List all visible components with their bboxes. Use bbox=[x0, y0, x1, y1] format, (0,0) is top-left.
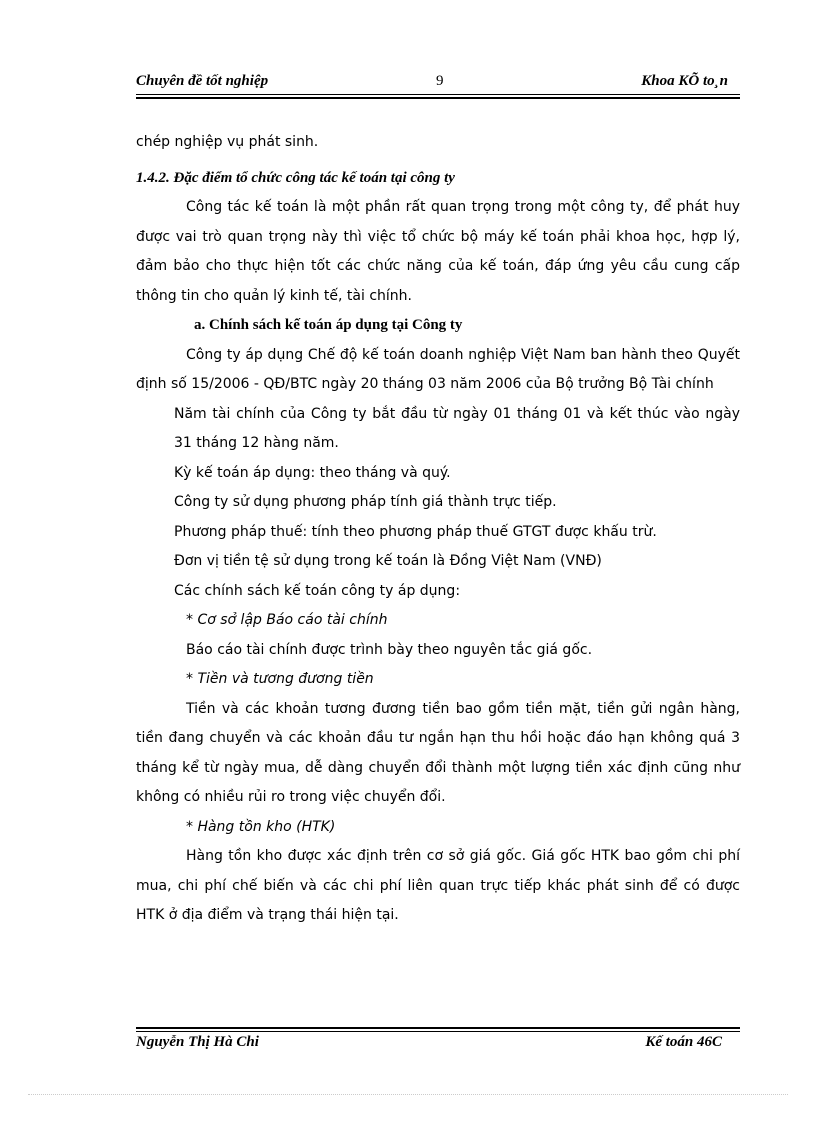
paragraph: Hàng tồn kho được xác định trên cơ sở giá gốc. Giá gốc HTK bao gồm chi phí mua, chi phí chế biến và các chi phí liên quan trực tiếp khác phát sinh để có được HTK ở địa điểm và trạng thái hiện tại. bbox=[136, 848, 740, 923]
document-body bbox=[136, 128, 740, 931]
page-number: 9 bbox=[436, 73, 444, 89]
paragraph bbox=[136, 400, 740, 459]
paragraph: chép nghiệp vụ phát sinh. bbox=[136, 134, 319, 150]
item-heading: * Tiền và tương đương tiền bbox=[186, 671, 374, 687]
page-edge-divider bbox=[28, 1094, 788, 1095]
paragraph: Công ty sử dụng phương pháp tính giá thành trực tiếp. bbox=[174, 494, 557, 510]
header-rule-thin bbox=[136, 94, 740, 95]
footer-author: Nguyễn Thị Hà Chi bbox=[136, 1034, 259, 1050]
paragraph: Phương pháp thuế: tính theo phương pháp thuế GTGT được khấu trừ. bbox=[174, 523, 657, 540]
paragraph: Báo cáo tài chính được trình bày theo nguyên tắc giá gốc. bbox=[186, 641, 593, 658]
header-title: Chuyên đề tốt nghiệp bbox=[136, 73, 269, 89]
paragraph: Đơn vị tiền tệ sử dụng trong kế toán là Đồng Việt Nam (VNĐ) bbox=[174, 553, 602, 569]
item-heading: * Cơ sở lập Báo cáo tài chính bbox=[186, 612, 388, 628]
footer-rule-thick bbox=[136, 1027, 740, 1029]
sub-heading: a. Chính sách kế toán áp dụng tại Công ty bbox=[194, 317, 463, 333]
page-header bbox=[136, 73, 740, 93]
section-heading: 1.4.2. Đặc điểm tổ chức công tác kế toán tại công ty bbox=[136, 169, 455, 186]
item-heading: * Hàng tồn kho (HTK) bbox=[186, 818, 336, 835]
paragraph: Tiền và các khoản tương đương tiền bao gồm tiền mặt, tiền gửi ngân hàng, tiền đang chuyển và các khoản đầu tư ngắn hạn thu hồi hoặc đáo hạn không quá 3 tháng kể từ ngày mua, dễ dàng chuyển đổi thành một lượng tiền xác định cũng như không có nhiều rủi ro trong việc chuyển đổi. bbox=[136, 700, 740, 805]
footer-class: Kế toán 46C bbox=[645, 1034, 722, 1050]
header-department: Khoa KÕ to¸n bbox=[641, 73, 728, 89]
paragraph: Các chính sách kế toán công ty áp dụng: bbox=[174, 582, 461, 599]
footer-rule-thin bbox=[136, 1031, 740, 1032]
paragraph: Công tác kế toán là một phần rất quan trọng trong một công ty, để phát huy được vai trò quan trọng này thì việc tổ chức bộ máy kế toán phải khoa học, hợp lý, đảm bảo cho thực hiện tốt các chức năng của kế toán, đáp ứng yêu cầu cung cấp thông tin cho quản lý kinh tế, tài chính. bbox=[136, 199, 740, 304]
paragraph: Kỳ kế toán áp dụng: theo tháng và quý. bbox=[174, 464, 451, 481]
header-rule-thick bbox=[136, 97, 740, 99]
page-footer bbox=[136, 1034, 740, 1054]
paragraph: Công ty áp dụng Chế độ kế toán doanh nghiệp Việt Nam ban hành theo Quyết định số 15/2006 - QĐ/BTC ngày 20 tháng 03 năm 2006 của Bộ trưởng Bộ Tài chính bbox=[136, 346, 740, 392]
paragraph-text: Năm tài chính của Công ty bắt đầu từ ngày 01 tháng 01 và kết thúc vào ngày 31 tháng 12 hàng năm. bbox=[174, 405, 740, 451]
